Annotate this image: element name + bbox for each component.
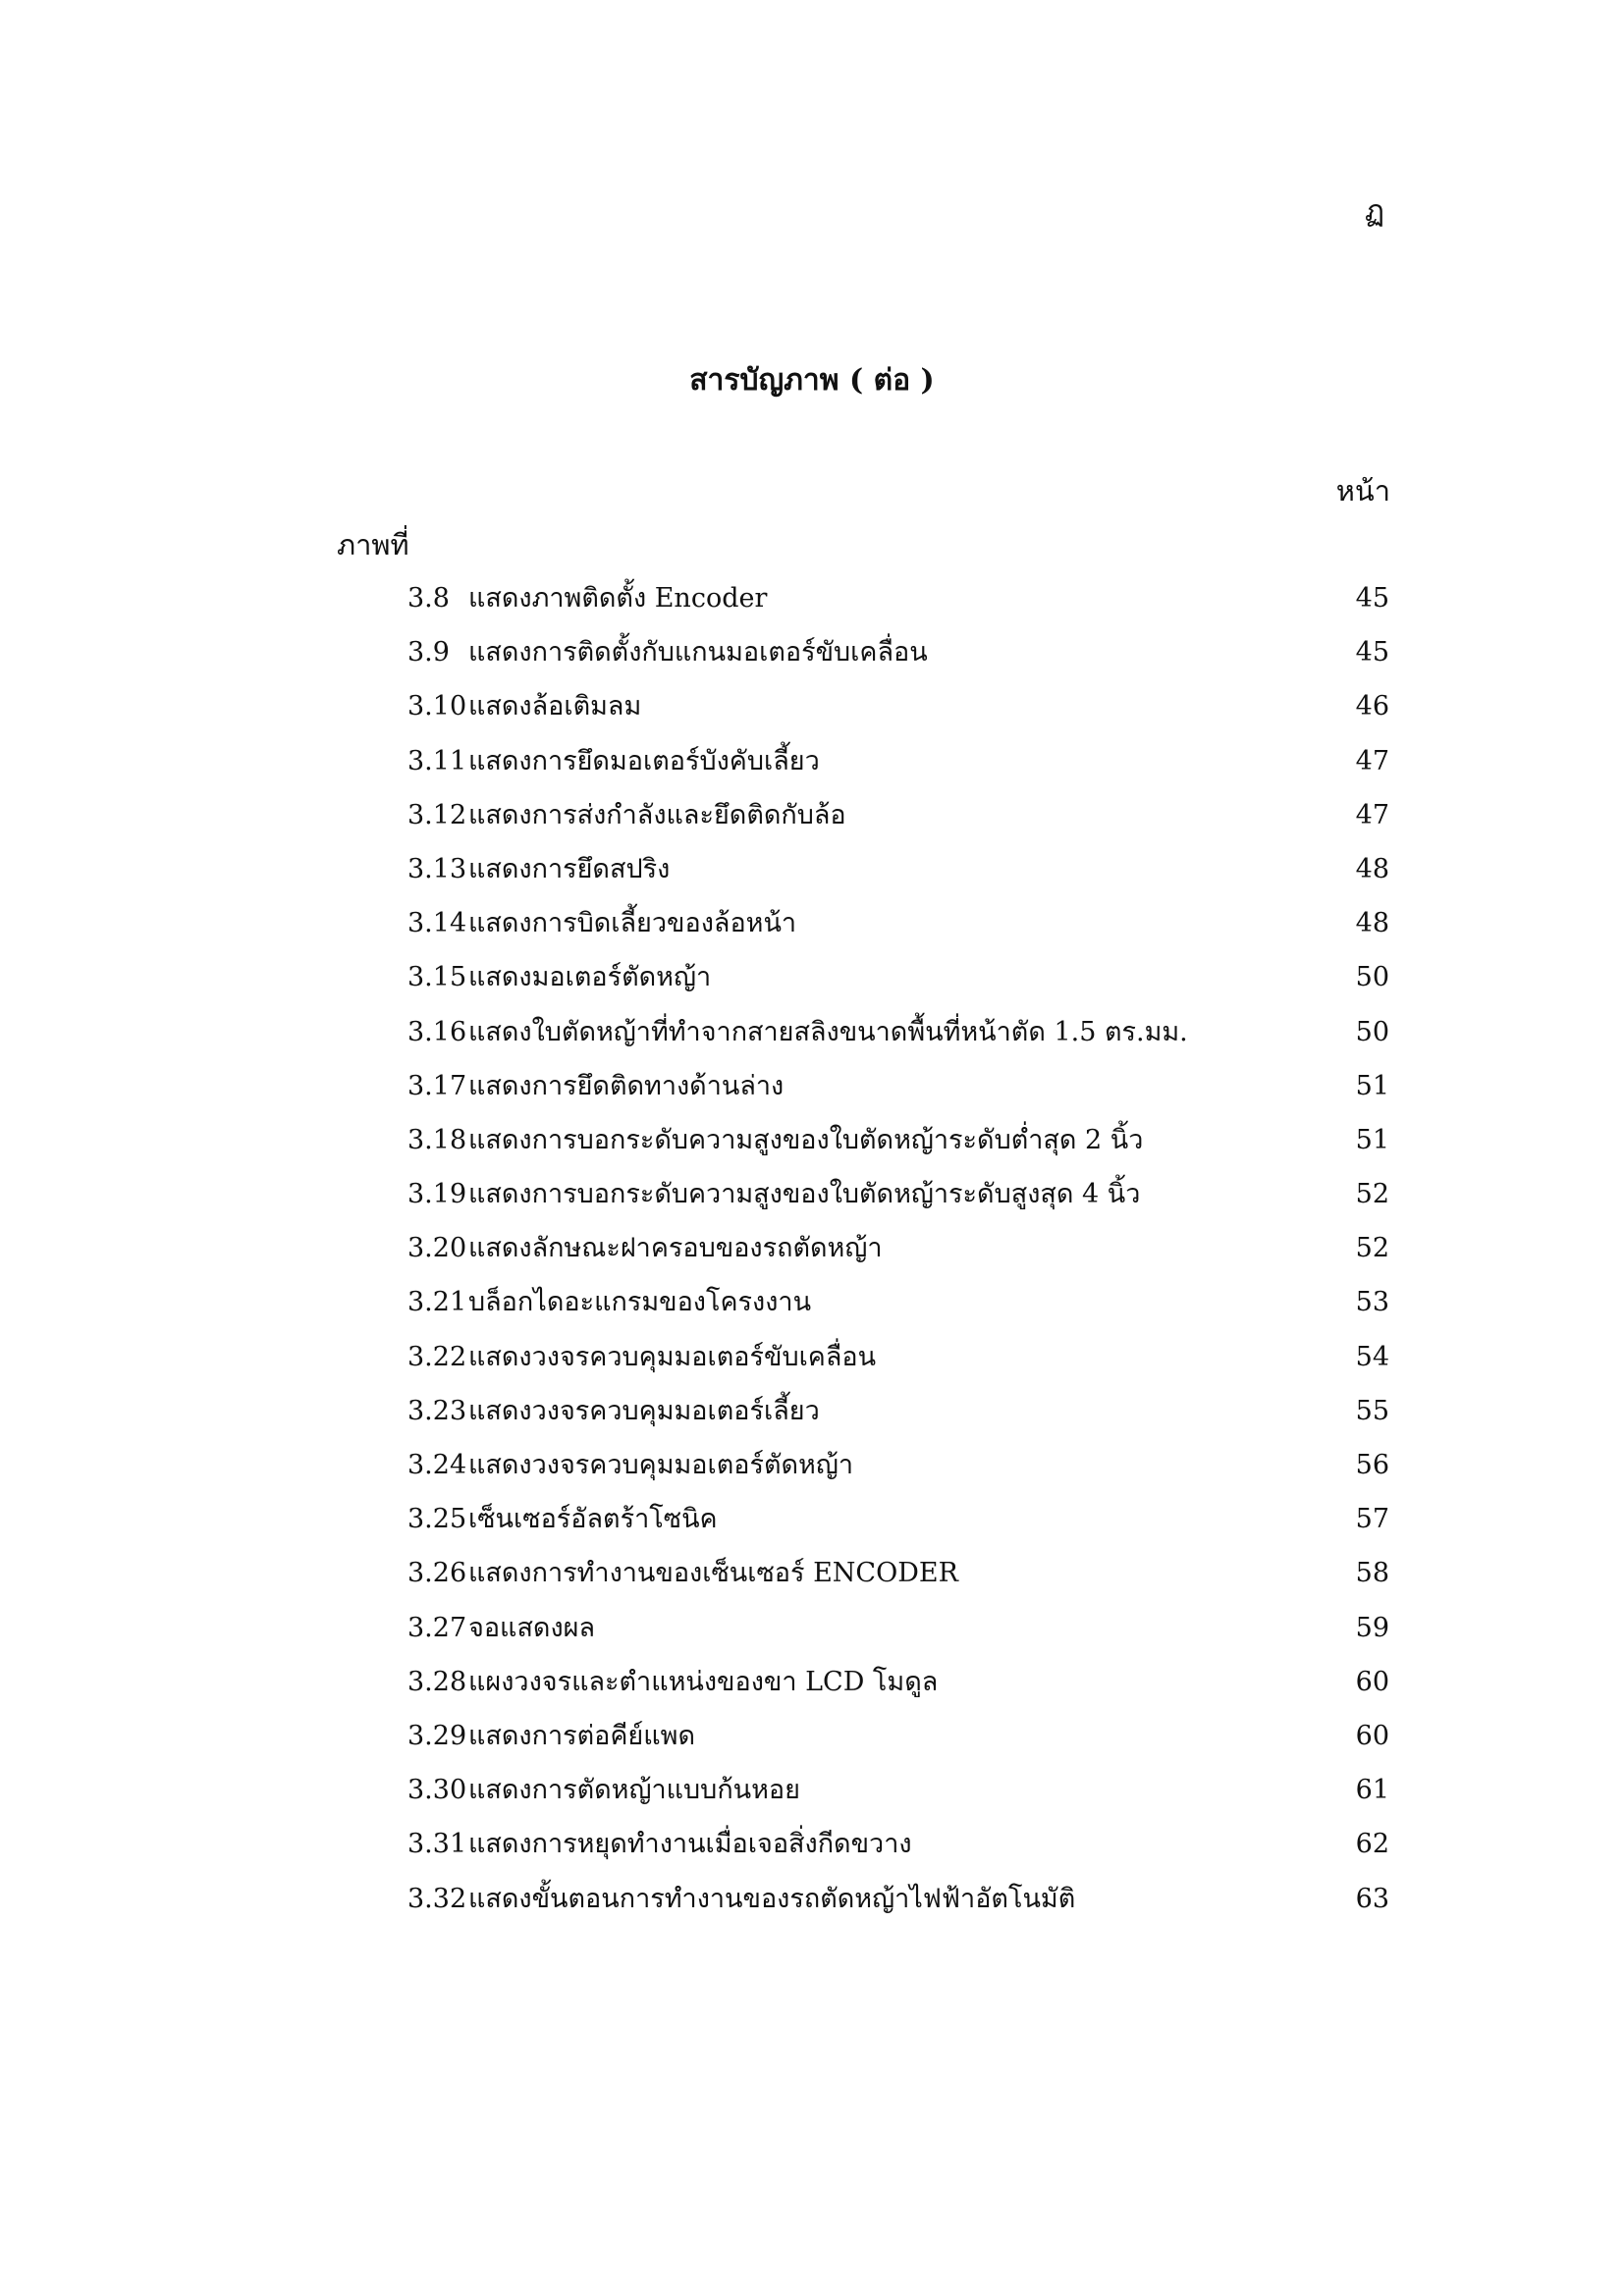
figure-number: 3.20 bbox=[407, 1233, 467, 1264]
figure-page: 55 bbox=[1355, 1395, 1389, 1426]
figure-page: 48 bbox=[1355, 853, 1389, 884]
figure-caption: แสดงการบอกระดับความสูงของใบตัดหญ้าระดับสูงสุด 4 นิ้ว bbox=[468, 1179, 1141, 1210]
figure-number: 3.22 bbox=[407, 1341, 467, 1372]
figure-entry bbox=[407, 1121, 1389, 1175]
page-number: ฏ bbox=[1364, 194, 1384, 229]
figure-number: 3.24 bbox=[407, 1450, 467, 1480]
figure-caption: แสดงการติดตั้งกับแกนมอเตอร์ขับเคลื่อน bbox=[468, 637, 928, 668]
figure-caption: แสดงการบิดเลี้ยวของล้อหน้า bbox=[468, 908, 797, 939]
figure-number: 3.27 bbox=[407, 1612, 467, 1643]
figure-column-header: ภาพที่ bbox=[337, 528, 409, 561]
figure-page: 63 bbox=[1355, 1883, 1389, 1914]
figure-caption: จอแสดงผล bbox=[468, 1612, 596, 1643]
figure-page: 47 bbox=[1355, 745, 1389, 776]
figure-page: 60 bbox=[1355, 1666, 1389, 1697]
figure-entry bbox=[407, 1500, 1389, 1554]
figure-entry bbox=[407, 1392, 1389, 1446]
figure-caption: แสดงวงจรควบคุมมอเตอร์ตัดหญ้า bbox=[468, 1450, 854, 1480]
figure-entry bbox=[407, 1825, 1389, 1879]
figure-number: 3.11 bbox=[407, 745, 467, 776]
figure-caption: แสดงการยึดสปริง bbox=[468, 853, 671, 884]
figure-entry bbox=[407, 1013, 1389, 1067]
figure-page: 57 bbox=[1355, 1504, 1389, 1535]
figure-number: 3.13 bbox=[407, 853, 467, 884]
figure-page: 45 bbox=[1355, 583, 1389, 614]
figure-entry bbox=[407, 1067, 1389, 1121]
figure-page: 46 bbox=[1355, 691, 1389, 722]
figure-entry bbox=[407, 1446, 1389, 1500]
figure-entry bbox=[407, 850, 1389, 904]
figure-page: 61 bbox=[1355, 1775, 1389, 1806]
figure-entry bbox=[407, 904, 1389, 958]
figure-number: 3.29 bbox=[407, 1720, 467, 1751]
figure-page: 48 bbox=[1355, 908, 1389, 939]
figure-caption: แสดงการตัดหญ้าแบบก้นหอย bbox=[468, 1775, 800, 1806]
figure-entry bbox=[407, 633, 1389, 687]
figure-entry bbox=[407, 1880, 1389, 1934]
figure-entry bbox=[407, 796, 1389, 850]
figure-number: 3.23 bbox=[407, 1395, 467, 1426]
figure-page: 56 bbox=[1355, 1450, 1389, 1480]
figure-page: 51 bbox=[1355, 1070, 1389, 1101]
figure-caption: บล็อกไดอะแกรมของโครงงาน bbox=[468, 1287, 812, 1318]
figure-page: 62 bbox=[1355, 1829, 1389, 1860]
figure-entry bbox=[407, 579, 1389, 633]
figure-entry bbox=[407, 1283, 1389, 1337]
figure-number: 3.16 bbox=[407, 1016, 467, 1047]
figure-number: 3.10 bbox=[407, 691, 467, 722]
figure-page: 54 bbox=[1355, 1341, 1389, 1372]
figure-page: 50 bbox=[1355, 1016, 1389, 1047]
figure-caption: แสดงการส่งกำลังและยึดติดกับล้อ bbox=[468, 799, 846, 830]
figure-number: 3.25 bbox=[407, 1504, 467, 1535]
figure-caption: แสดงขั้นตอนการทำงานของรถตัดหญ้าไฟฟ้าอัตโนมัติ bbox=[468, 1883, 1076, 1914]
figure-page: 52 bbox=[1355, 1233, 1389, 1264]
figure-number: 3.31 bbox=[407, 1829, 467, 1860]
figure-number: 3.28 bbox=[407, 1666, 467, 1697]
figure-caption: แสดงการทำงานของเซ็นเซอร์ ENCODER bbox=[468, 1558, 958, 1589]
figure-page: 47 bbox=[1355, 799, 1389, 830]
figure-page: 52 bbox=[1355, 1179, 1389, 1210]
figure-caption: แสดงการยึดมอเตอร์บังคับเลี้ยว bbox=[468, 745, 820, 776]
figure-number: 3.19 bbox=[407, 1179, 467, 1210]
page-title: สารบัญภาพ ( ต่อ ) bbox=[689, 363, 935, 398]
figure-caption: แสดงใบตัดหญ้าที่ทำจากสายสลิงขนาดพื้นที่หน้าตัด 1.5 ตร.มม. bbox=[468, 1016, 1188, 1047]
figure-entry bbox=[407, 1609, 1389, 1663]
figure-page: 45 bbox=[1355, 637, 1389, 668]
figure-entry bbox=[407, 1663, 1389, 1717]
figure-entry bbox=[407, 1229, 1389, 1283]
figure-entry bbox=[407, 1338, 1389, 1392]
figure-page: 58 bbox=[1355, 1558, 1389, 1589]
figure-number: 3.9 bbox=[407, 637, 450, 668]
figure-number: 3.8 bbox=[407, 583, 450, 614]
figure-caption: แสดงลักษณะฝาครอบของรถตัดหญ้า bbox=[468, 1233, 883, 1264]
figure-page: 59 bbox=[1355, 1612, 1389, 1643]
page-column-header: หน้า bbox=[1335, 474, 1390, 507]
figure-caption: แสดงวงจรควบคุมมอเตอร์เลี้ยว bbox=[468, 1395, 820, 1426]
figure-entry bbox=[407, 1554, 1389, 1608]
figure-number: 3.14 bbox=[407, 908, 467, 939]
figure-entry bbox=[407, 1175, 1389, 1229]
figure-page: 60 bbox=[1355, 1720, 1389, 1751]
figure-caption: แสดงการหยุดทำงานเมื่อเจอสิ่งกีดขวาง bbox=[468, 1829, 912, 1860]
figure-number: 3.17 bbox=[407, 1070, 467, 1101]
figure-caption: แสดงวงจรควบคุมมอเตอร์ขับเคลื่อน bbox=[468, 1341, 877, 1372]
figure-number: 3.18 bbox=[407, 1124, 467, 1155]
figure-entry bbox=[407, 958, 1389, 1012]
figure-number: 3.30 bbox=[407, 1775, 467, 1806]
figure-number: 3.26 bbox=[407, 1558, 467, 1589]
figure-number: 3.32 bbox=[407, 1883, 467, 1914]
figure-page: 50 bbox=[1355, 962, 1389, 993]
figure-caption: เซ็นเซอร์อัลตร้าโซนิค bbox=[468, 1504, 718, 1535]
figure-entry bbox=[407, 1717, 1389, 1771]
figure-caption: แสดงการต่อคีย์แพด bbox=[468, 1720, 695, 1751]
figure-entry bbox=[407, 1771, 1389, 1825]
figure-caption: แสดงภาพติดตั้ง Encoder bbox=[468, 583, 768, 614]
figure-number: 3.15 bbox=[407, 962, 467, 993]
figure-caption: แสดงล้อเติมลม bbox=[468, 691, 642, 722]
figure-entry bbox=[407, 742, 1389, 796]
figure-caption: แสดงการบอกระดับความสูงของใบตัดหญ้าระดับต่ำสุด 2 นิ้ว bbox=[468, 1124, 1144, 1155]
figure-entry bbox=[407, 687, 1389, 741]
figure-list bbox=[407, 579, 1389, 1934]
figure-caption: แสดงมอเตอร์ตัดหญ้า bbox=[468, 962, 712, 993]
figure-page: 51 bbox=[1355, 1124, 1389, 1155]
figure-number: 3.12 bbox=[407, 799, 467, 830]
figure-number: 3.21 bbox=[407, 1287, 467, 1318]
figure-caption: แสดงการยึดติดทางด้านล่าง bbox=[468, 1070, 785, 1101]
figure-caption: แผงวงจรและตำแหน่งของขา LCD โมดูล bbox=[468, 1666, 939, 1697]
figure-page: 53 bbox=[1355, 1287, 1389, 1318]
